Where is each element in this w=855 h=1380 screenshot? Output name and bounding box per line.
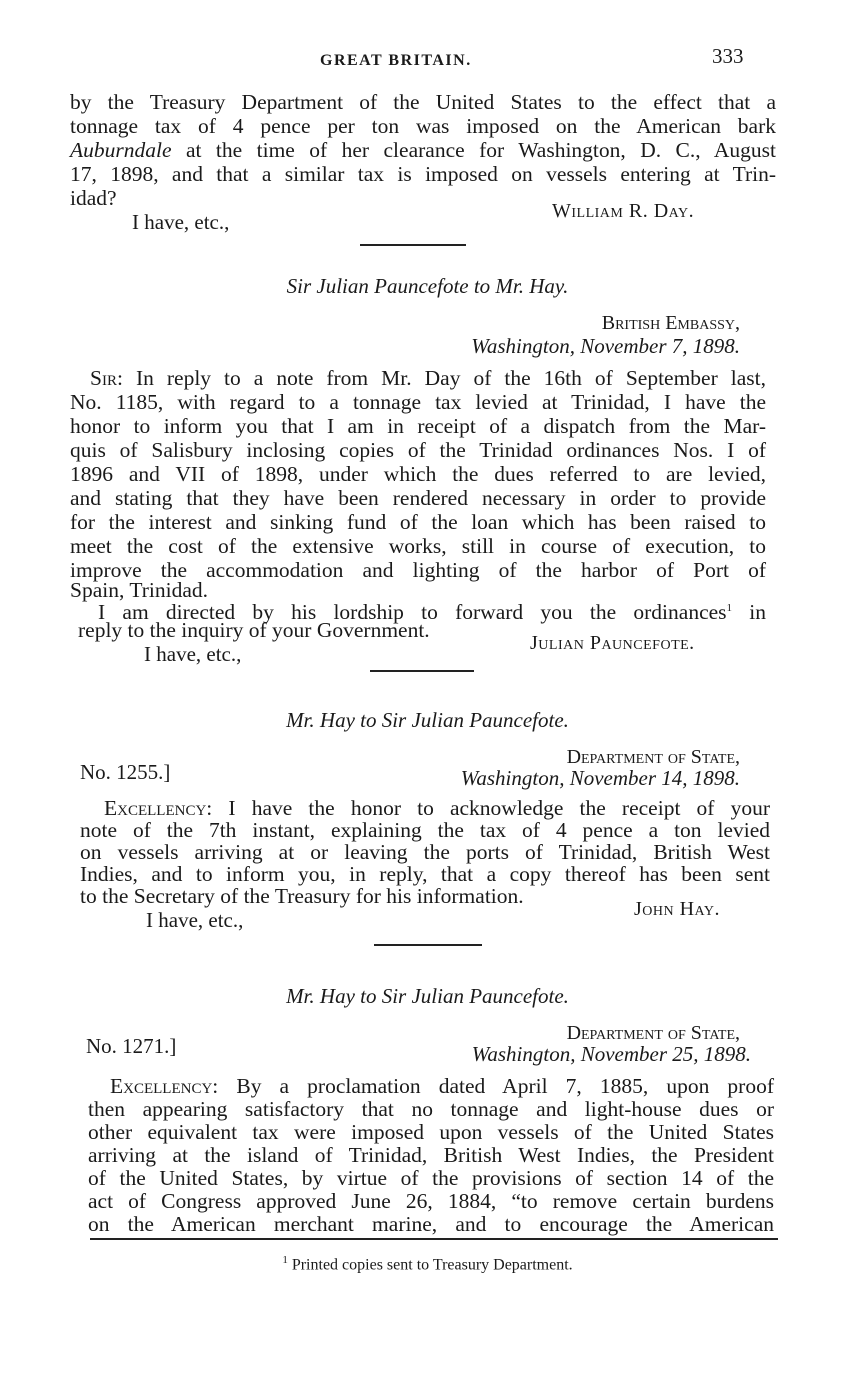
footnote-marker: 1 bbox=[282, 1254, 288, 1266]
body-line: quis of Salisbury inclosing copies of the Trinidad ordinances Nos. I of bbox=[70, 438, 766, 462]
salutation: Excellency: bbox=[110, 1074, 219, 1098]
body-line: then appearing satisfactory that no tonnage and light-house dues or bbox=[88, 1097, 774, 1121]
running-title: GREAT BRITAIN. bbox=[320, 52, 472, 69]
body-line: by the Treasury Department of the United States to the effect that a bbox=[70, 90, 776, 114]
body-line: No. 1185, with regard to a tonnage tax levied at Trinidad, I have the bbox=[70, 390, 766, 414]
ship-name: Auburndale bbox=[70, 138, 172, 162]
body-line: for the interest and sinking fund of the loan which has been raised to bbox=[70, 510, 766, 534]
letter-heading: Mr. Hay to Sir Julian Pauncefote. bbox=[286, 984, 569, 1008]
footnote bbox=[0, 1254, 855, 1274]
letter-number: No. 1255.] bbox=[80, 760, 171, 784]
body-line: on vessels arriving at or leaving the ports of Trinidad, British West bbox=[80, 840, 770, 864]
body-line: meet the cost of the extensive works, still in course of execution, to bbox=[70, 534, 766, 558]
body-line: honor to inform you that I am in receipt of a dispatch from the Mar- bbox=[70, 414, 766, 438]
salutation: Excellency: bbox=[104, 796, 213, 820]
body-line: reply to the inquiry of your Government. bbox=[78, 618, 430, 642]
body-line: Excellency: I have the honor to acknowledge the receipt of your bbox=[104, 796, 771, 820]
section-divider bbox=[360, 244, 466, 246]
closing: I have, etc., bbox=[146, 908, 244, 932]
letter-number: No. 1271.] bbox=[86, 1034, 177, 1058]
letter-dateline: Washington, November 25, 1898. bbox=[471, 1042, 751, 1066]
body-line: note of the 7th instant, explaining the tax of 4 pence a ton levied bbox=[80, 818, 770, 842]
body-line: of the United States, by virtue of the provisions of section 14 of the bbox=[88, 1166, 774, 1190]
signature: John Hay. bbox=[634, 898, 720, 920]
body-line: improve the accommodation and lighting of the harbor of Port of bbox=[70, 558, 766, 582]
body-line: Sir: In reply to a note from Mr. Day of the 16th of September last, bbox=[90, 366, 766, 390]
section-divider bbox=[374, 944, 482, 946]
footnote-rule bbox=[90, 1238, 778, 1240]
body-line: Spain, Trinidad. bbox=[70, 578, 208, 602]
letter-place: Department of State, bbox=[566, 746, 740, 768]
letter-heading: Sir Julian Pauncefote to Mr. Hay. bbox=[286, 274, 569, 298]
letter-dateline: Washington, November 7, 1898. bbox=[471, 334, 740, 358]
body-line: 17, 1898, and that a similar tax is imposed on vessels entering at Trin- bbox=[70, 162, 776, 186]
body-line: and stating that they have been rendered necessary in order to provide bbox=[70, 486, 766, 510]
signature: William R. Day. bbox=[552, 200, 695, 222]
body-line: I am directed by his lordship to forward you the ordinances$^1$ in bbox=[98, 600, 767, 625]
body-line-text: at the time of her clearance for Washington, D. C., August bbox=[185, 138, 776, 162]
body-line: to the Secretary of the Treasury for his information. bbox=[80, 884, 524, 908]
body-line bbox=[70, 138, 776, 162]
section-divider bbox=[370, 670, 474, 672]
body-line: tonnage tax of 4 pence per ton was imposed on the American bark bbox=[70, 114, 776, 138]
body-line: Indies, and to inform you, in reply, that a copy thereof has been sent bbox=[80, 862, 770, 886]
body-line: arriving at the island of Trinidad, British West Indies, the President bbox=[88, 1143, 774, 1167]
letter-dateline: Washington, November 14, 1898. bbox=[460, 766, 740, 790]
letter-place: Department of State, bbox=[566, 1022, 740, 1044]
body-line: idad? bbox=[70, 186, 117, 210]
footnote-text: Printed copies sent to Treasury Department. bbox=[291, 1256, 573, 1274]
body-line: on the American merchant marine, and to encourage the American bbox=[88, 1212, 774, 1236]
closing: I have, etc., bbox=[144, 642, 242, 666]
body-line: Excellency: By a proclamation dated April 7, 1885, upon proof bbox=[110, 1074, 774, 1098]
salutation: Sir: bbox=[90, 366, 123, 390]
signature: Julian Pauncefote. bbox=[530, 632, 695, 654]
body-line: other equivalent tax were imposed upon vessels of the United States bbox=[88, 1120, 774, 1144]
letter-place: British Embassy, bbox=[601, 312, 740, 334]
footnote-ref: 1 bbox=[726, 602, 733, 614]
letter-heading: Mr. Hay to Sir Julian Pauncefote. bbox=[286, 708, 569, 732]
page-number: 333 bbox=[712, 44, 744, 68]
closing: I have, etc., bbox=[132, 210, 230, 234]
body-line: 1896 and VII of 1898, under which the dues referred to are levied, bbox=[70, 462, 766, 486]
body-line: act of Congress approved June 26, 1884, “to remove certain burdens bbox=[88, 1189, 774, 1213]
